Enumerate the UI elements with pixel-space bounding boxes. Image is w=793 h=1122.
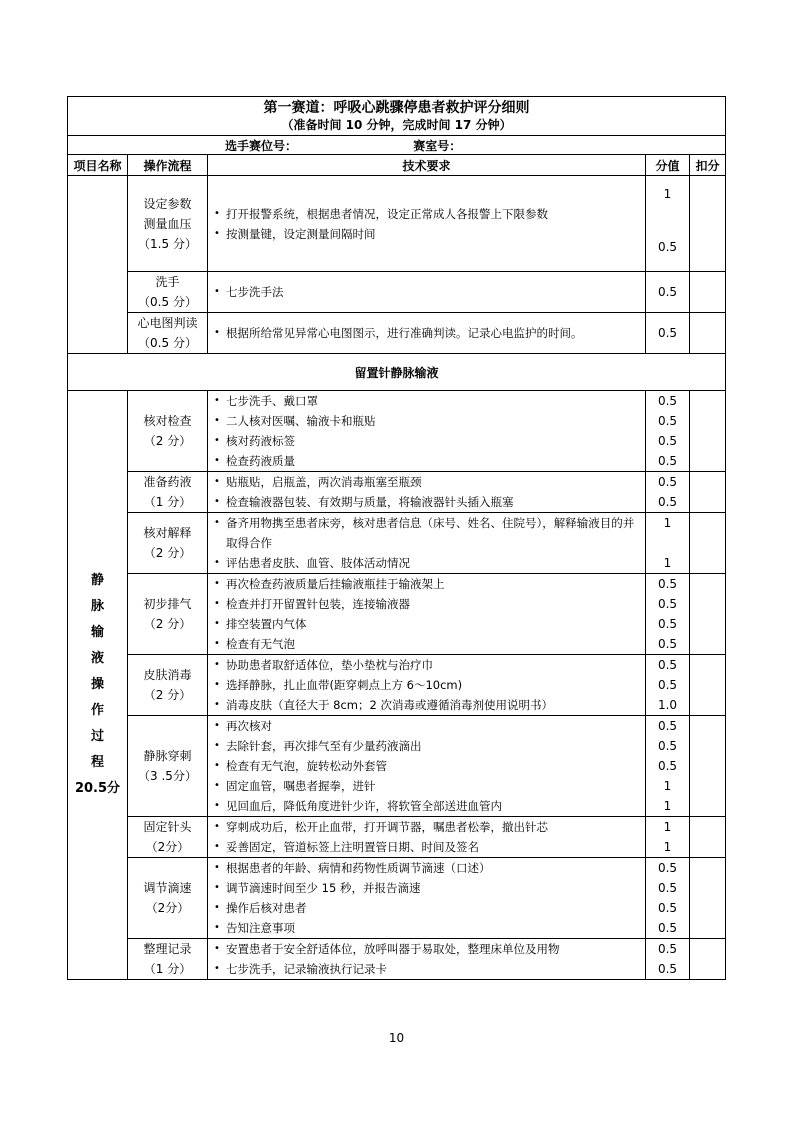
score-row (68, 272, 726, 313)
deduction-cell (690, 655, 726, 716)
requirement-text: 七步洗手、戴口罩 (226, 394, 318, 408)
process-cell (128, 655, 208, 716)
process-label: 初步排气 (143, 597, 192, 611)
score-row (68, 858, 726, 939)
bullet-icon: • (214, 618, 220, 629)
bullet-icon: • (214, 760, 220, 771)
requirement-text: 打开报警系统，根据患者情况，设定正常成人各报警上下限参数 (226, 206, 548, 221)
requirements-cell (208, 313, 646, 354)
score-value: 1.0 (657, 698, 678, 712)
bullet-icon: • (214, 207, 220, 219)
requirement-item (214, 574, 641, 594)
col-header-deduction: 扣分 (690, 155, 726, 176)
requirement-text: 调节滴速时间至少 15 秒，并报告滴速 (226, 881, 421, 895)
requirement-text: 检查有无气泡，旋转松动外套管 (226, 759, 387, 773)
score-row (68, 716, 726, 817)
score-cell (646, 817, 690, 858)
score-value: 0.5 (657, 881, 678, 895)
document-subtitle: （准备时间 10 分钟，完成时间 17 分钟） (281, 118, 512, 132)
requirement-item (214, 323, 641, 343)
bullet-icon: • (214, 395, 220, 406)
bullet-icon: • (214, 943, 220, 954)
score-row (68, 472, 726, 513)
col-header-item-name: 项目名称 (68, 155, 128, 176)
requirements-cell (208, 716, 646, 817)
item-name-char: 脉 (90, 599, 104, 614)
bullet-icon: • (214, 517, 220, 528)
bullet-icon: • (214, 862, 220, 873)
requirements-cell (208, 176, 646, 272)
score-value: 1 (663, 516, 672, 530)
process-label: 心电图判读 (137, 316, 198, 330)
process-cell (128, 272, 208, 313)
score-cell (646, 939, 690, 980)
requirement-text: 根据患者的年龄、病情和药物性质调节滴速（口述） (226, 861, 491, 875)
process-label: 整理记录 (143, 942, 192, 956)
score-value: 0.5 (657, 326, 678, 340)
score-value: 0.5 (657, 434, 678, 448)
requirement-text: 告知注意事项 (226, 921, 295, 935)
score-value: 0.5 (657, 861, 678, 875)
score-value: 1 (663, 779, 672, 793)
requirement-item (214, 898, 641, 918)
requirement-text: 妥善固定，管道标签上注明置管日期、时间及签名 (226, 840, 479, 854)
process-label: 核对解释 (143, 526, 192, 540)
requirement-text: 检查有无气泡 (226, 637, 295, 651)
score-row (68, 817, 726, 858)
process-label: 皮肤消毒 (143, 668, 192, 682)
room-number-label: 赛室号： (413, 138, 462, 153)
score-value: 0.5 (657, 454, 678, 468)
requirement-text: 再次检查药液质量后挂输液瓶挂于输液架上 (226, 577, 445, 591)
process-label: （0.5 分） (138, 336, 197, 350)
process-label: （2分） (145, 901, 190, 915)
process-label: （0.5 分） (138, 295, 197, 309)
requirement-item (214, 451, 641, 471)
score-value: 0.5 (657, 921, 678, 935)
score-value: 0.5 (657, 942, 678, 956)
score-value: 0.5 (657, 285, 678, 299)
bullet-icon: • (214, 659, 220, 670)
score-value: 0.5 (657, 475, 678, 489)
score-cell (646, 858, 690, 939)
process-label: 准备药液 (143, 475, 192, 489)
bullet-icon: • (214, 720, 220, 731)
requirement-text: 去除针套，再次排气至有少量药液滴出 (226, 739, 422, 753)
requirement-text: 见回血后，降低角度进针少许，将软管全部送进血管内 (226, 799, 502, 813)
bullet-icon: • (214, 841, 220, 852)
requirement-item (214, 837, 641, 857)
requirement-text: 选择静脉，扎止血带(距穿刺点上方 6～10cm) (226, 678, 463, 692)
score-row (68, 176, 726, 272)
bullet-icon: • (214, 557, 220, 568)
requirement-text: 排空装置内气体 (226, 617, 307, 631)
col-header-score: 分值 (646, 155, 690, 176)
document-title: 第一赛道：呼吸心跳骤停患者救护评分细则 (263, 100, 530, 116)
score-cell (646, 716, 690, 817)
requirement-text: 检查并打开留置针包装，连接输液器 (226, 597, 410, 611)
requirement-item (214, 594, 641, 614)
bullet-icon: • (214, 821, 220, 832)
requirements-cell (208, 858, 646, 939)
item-name-char: 过 (90, 729, 104, 744)
process-label: 固定针头 (143, 820, 192, 834)
requirement-item (214, 918, 641, 938)
requirement-text: 核对药液标签 (226, 434, 295, 448)
requirement-text: 再次核对 (226, 719, 272, 733)
requirement-item (214, 472, 641, 492)
item-name-char: 输 (90, 625, 104, 640)
requirement-text: 七步洗手，记录输液执行记录卡 (226, 962, 387, 976)
score-row (68, 391, 726, 472)
requirement-item (214, 411, 641, 431)
score-row (68, 574, 726, 655)
requirement-item (214, 695, 641, 715)
score-value: 0.5 (657, 901, 678, 915)
requirement-text: 按测量键，设定测量间隔时间 (226, 226, 376, 241)
bullet-icon: • (214, 598, 220, 609)
score-value: 1 (663, 820, 672, 834)
score-row (68, 313, 726, 354)
process-label: （1.5 分） (138, 236, 197, 251)
deduction-cell (690, 391, 726, 472)
score-value: 0.5 (657, 495, 678, 509)
bullet-icon: • (214, 963, 220, 974)
process-label: （1 分） (143, 495, 192, 509)
process-label: 测量血压 (143, 216, 192, 231)
process-label: 设定参数 (143, 196, 192, 211)
requirement-item (214, 776, 641, 796)
deduction-cell (690, 272, 726, 313)
requirement-item (214, 817, 641, 837)
score-value: 0.5 (657, 577, 678, 591)
requirements-cell (208, 391, 646, 472)
score-value: 1 (663, 799, 672, 813)
requirement-text: 评估患者皮肤、血管、肢体活动情况 (226, 556, 410, 570)
deduction-cell (690, 716, 726, 817)
bullet-icon: • (214, 740, 220, 751)
bullet-icon: • (214, 780, 220, 791)
col-header-process: 操作流程 (128, 155, 208, 176)
item-name-char: 操 (90, 677, 104, 692)
requirements-cell (208, 272, 646, 313)
requirement-item (214, 655, 641, 675)
process-label: （2分） (145, 840, 190, 854)
score-row (68, 939, 726, 980)
requirement-item (214, 675, 641, 695)
process-label: （2 分） (143, 434, 192, 448)
score-value: 0.5 (657, 759, 678, 773)
process-cell (128, 313, 208, 354)
item-name-cell-empty (68, 176, 128, 354)
score-value: 1 (663, 186, 672, 201)
score-cell (646, 313, 690, 354)
process-label: （3 .5分） (138, 769, 197, 783)
requirement-text: 备齐用物携至患者床旁，核对患者信息（床号、姓名、住院号），解释输液目的并取得合作 (226, 516, 635, 550)
process-cell (128, 472, 208, 513)
process-label: （2 分） (143, 546, 192, 560)
score-value: 0.5 (657, 414, 678, 428)
requirement-text: 二人核对医嘱、输液卡和瓶贴 (226, 414, 376, 428)
score-value: 0.5 (657, 678, 678, 692)
deduction-cell (690, 939, 726, 980)
process-cell (128, 716, 208, 817)
deduction-cell (690, 817, 726, 858)
score-value: 0.5 (657, 719, 678, 733)
process-cell (128, 176, 208, 272)
requirement-text: 检查输液器包装、有效期与质量，将输液器针头插入瓶塞 (226, 495, 514, 509)
requirement-item (214, 431, 641, 451)
score-value: 0.5 (657, 962, 678, 976)
requirement-item (214, 858, 641, 878)
item-name-char: 程 (90, 755, 104, 770)
requirement-item (214, 204, 641, 224)
deduction-cell (690, 176, 726, 272)
bullet-icon: • (214, 476, 220, 487)
requirement-item (214, 756, 641, 776)
requirement-text: 协助患者取舒适体位，垫小垫枕与治疗巾 (226, 658, 433, 672)
bullet-icon: • (214, 415, 220, 426)
requirement-item (214, 634, 641, 654)
requirement-text: 操作后核对患者 (226, 901, 307, 915)
requirement-item (214, 553, 641, 573)
bullet-icon: • (214, 327, 220, 338)
requirement-item (214, 796, 641, 816)
section-title: 留置针静脉输液 (68, 354, 726, 391)
score-value: 0.5 (657, 239, 678, 254)
seat-number-label: 选手赛位号： (225, 138, 298, 153)
requirement-text: 穿刺成功后，松开止血带，打开调节器，嘱患者松拳，撤出针芯 (226, 820, 548, 834)
deduction-cell (690, 472, 726, 513)
score-cell (646, 513, 690, 574)
requirement-item (214, 939, 641, 959)
process-label: 调节滴速 (143, 881, 192, 895)
process-label: 核对检查 (143, 414, 192, 428)
score-cell (646, 655, 690, 716)
requirement-item (214, 716, 641, 736)
score-value: 0.5 (657, 739, 678, 753)
process-cell (128, 817, 208, 858)
process-label: 静脉穿刺 (143, 749, 192, 763)
requirements-cell (208, 472, 646, 513)
score-cell (646, 574, 690, 655)
bullet-icon: • (214, 455, 220, 466)
col-header-requirements: 技术要求 (208, 155, 646, 176)
bullet-icon: • (214, 922, 220, 933)
requirement-item (214, 959, 641, 979)
process-label: （2 分） (143, 688, 192, 702)
score-row (68, 655, 726, 716)
score-value: 0.5 (657, 658, 678, 672)
process-cell (128, 858, 208, 939)
score-value: 0.5 (657, 394, 678, 408)
bullet-icon: • (214, 902, 220, 913)
requirement-item (214, 513, 641, 553)
score-value: 0.5 (657, 637, 678, 651)
process-cell (128, 391, 208, 472)
score-value: 1 (663, 556, 672, 570)
bullet-icon: • (214, 638, 220, 649)
process-label: 洗手 (155, 275, 180, 289)
requirement-text: 七步洗手法 (226, 285, 284, 299)
process-cell (128, 939, 208, 980)
requirement-item (214, 282, 641, 302)
bullet-icon: • (214, 699, 220, 710)
deduction-cell (690, 313, 726, 354)
bullet-icon: • (214, 679, 220, 690)
process-label: （2 分） (143, 617, 192, 631)
deduction-cell (690, 858, 726, 939)
page-number: 10 (388, 1031, 405, 1045)
requirement-text: 检查药液质量 (226, 454, 295, 468)
info-row (68, 136, 726, 155)
bullet-icon: • (214, 578, 220, 589)
item-name-total: 20.5分 (74, 781, 121, 796)
requirement-text: 固定血管，嘱患者握拳，进针 (226, 779, 376, 793)
score-value: 1 (663, 840, 672, 854)
requirement-item (214, 492, 641, 512)
section-title-row (68, 354, 726, 391)
requirements-cell (208, 655, 646, 716)
bullet-icon: • (214, 435, 220, 446)
requirement-text: 消毒皮肤（直径大于 8cm；2 次消毒或遵循消毒剂使用说明书） (226, 698, 553, 712)
score-value: 0.5 (657, 597, 678, 611)
requirements-cell (208, 574, 646, 655)
requirement-item (214, 736, 641, 756)
bullet-icon: • (214, 286, 220, 297)
process-label: （1 分） (143, 962, 192, 976)
requirement-text: 贴瓶贴，启瓶盖，两次消毒瓶塞至瓶颈 (226, 475, 422, 489)
bullet-icon: • (214, 800, 220, 811)
score-row (68, 513, 726, 574)
deduction-cell (690, 574, 726, 655)
score-cell (646, 176, 690, 272)
requirements-cell (208, 817, 646, 858)
requirement-text: 根据所给常见异常心电图图示，进行准确判读。记录心电监护的时间。 (226, 326, 583, 340)
requirement-item (214, 614, 641, 634)
score-value: 0.5 (657, 617, 678, 631)
process-cell (128, 574, 208, 655)
score-cell (646, 272, 690, 313)
requirement-item (214, 878, 641, 898)
deduction-cell (690, 513, 726, 574)
bullet-icon: • (214, 227, 220, 239)
requirement-item (214, 391, 641, 411)
scoring-table (67, 96, 726, 980)
requirement-text: 安置患者于安全舒适体位，放呼叫器于易取处，整理床单位及用物 (226, 942, 560, 956)
process-cell (128, 513, 208, 574)
requirements-cell (208, 939, 646, 980)
bullet-icon: • (214, 882, 220, 893)
column-header-row (68, 155, 726, 176)
bullet-icon: • (214, 496, 220, 507)
requirements-cell (208, 513, 646, 574)
item-name-char: 静 (90, 573, 104, 588)
item-name-char: 液 (90, 651, 104, 666)
item-name-cell (68, 391, 128, 980)
item-name-char: 作 (90, 703, 104, 718)
title-cell (68, 97, 726, 136)
score-cell (646, 391, 690, 472)
requirement-item (214, 224, 641, 244)
score-cell (646, 472, 690, 513)
